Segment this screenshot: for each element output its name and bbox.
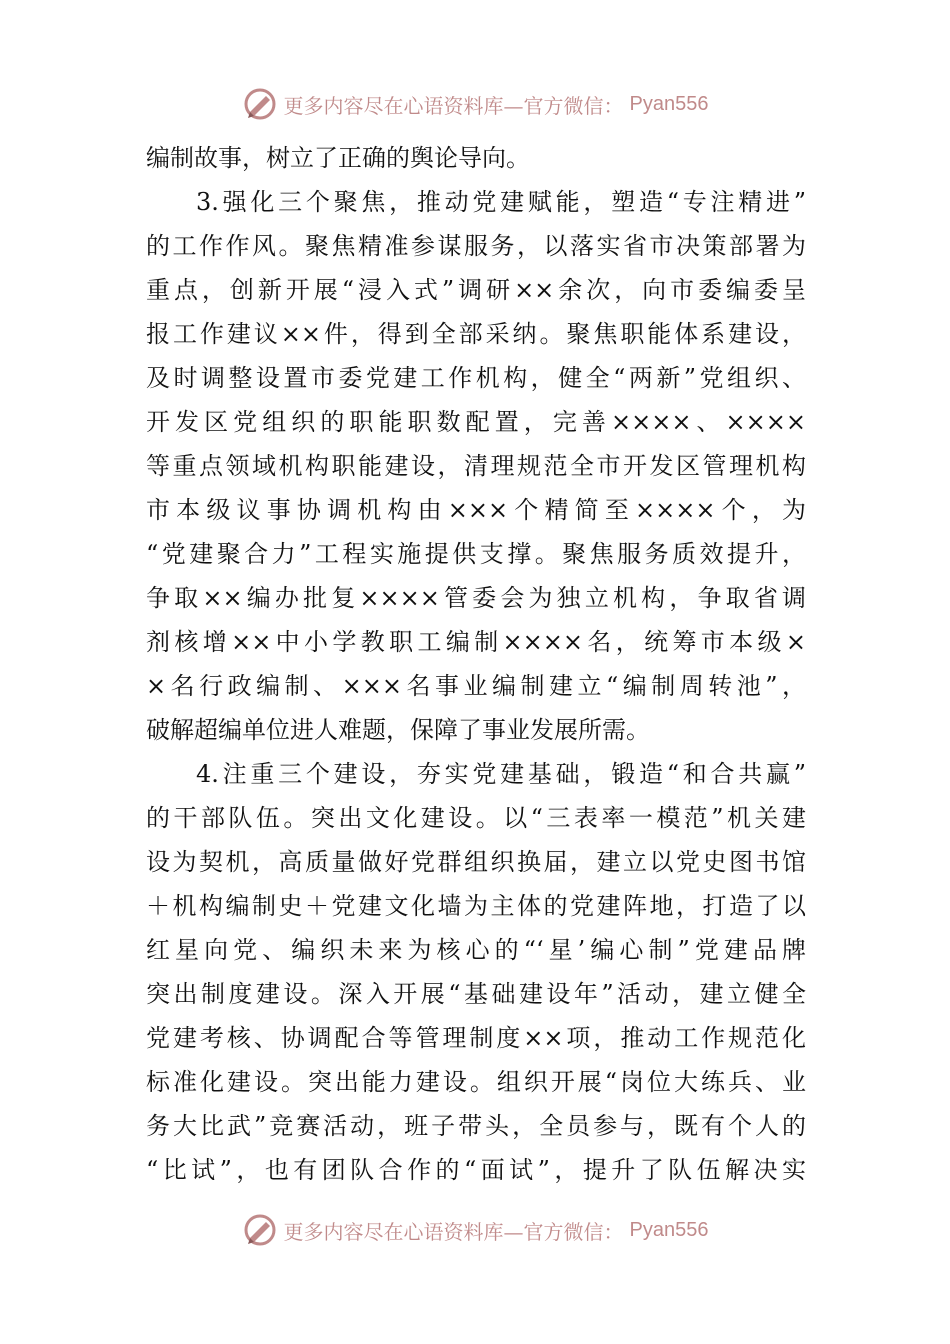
text-line: 3.强化三个聚焦，推动党建赋能，塑造“专注精进”	[196, 188, 806, 216]
text-line: 重点，创新开展“浸入式”调研××余次，向市委编委呈	[146, 276, 806, 304]
text-line: 的干部队伍。突出文化建设。以“三表率一模范”机关建	[146, 804, 806, 832]
text-line: 编制故事，树立了正确的舆论导向。	[146, 144, 530, 172]
text-line: 开发区党组织的职能职数配置，完善××××、××××	[146, 408, 806, 436]
text-line: 4.注重三个建设，夯实党建基础，锻造“和合共赢”	[196, 760, 806, 788]
pen-circle-icon	[242, 86, 278, 122]
text-line: 及时调整设置市委党建工作机构，健全“两新”党组织、	[146, 364, 806, 392]
text-line: ×名行政编制、×××名事业编制建立“编制周转池”，	[146, 672, 806, 700]
text-line: 争取××编办批复××××管委会为独立机构，争取省调	[146, 584, 806, 612]
watermark-text: 更多内容尽在心语资料库—官方微信：	[283, 93, 624, 118]
footer-watermark	[0, 1208, 950, 1252]
watermark-wechat-id: Pyan556	[629, 92, 709, 115]
text-line: 的工作作风。聚焦精准参谋服务，以落实省市决策部署为	[146, 232, 806, 260]
text-line: 报工作建议××件，得到全部采纳。聚焦职能体系建设，	[146, 320, 806, 348]
text-line: 设为契机，高质量做好党群组织换届，建立以党史图书馆	[146, 848, 806, 876]
watermark-wechat-id: Pyan556	[629, 1218, 709, 1241]
text-line: ＋机构编制史＋党建文化墙为主体的党建阵地，打造了以	[146, 892, 806, 920]
watermark-text: 更多内容尽在心语资料库—官方微信：	[283, 1219, 624, 1244]
text-line: 务大比武”竞赛活动，班子带头，全员参与，既有个人的	[146, 1112, 806, 1140]
text-line: 等重点领域机构职能建设，清理规范全市开发区管理机构	[146, 452, 806, 480]
text-line: 破解超编单位进人难题，保障了事业发展所需。	[146, 716, 650, 744]
text-line: “党建聚合力”工程实施提供支撑。聚焦服务质效提升，	[146, 540, 806, 568]
text-line: 党建考核、协调配合等管理制度××项，推动工作规范化	[146, 1024, 806, 1052]
text-line: 标准化建设。突出能力建设。组织开展“岗位大练兵、业	[146, 1068, 806, 1096]
text-line: “比试”，也有团队合作的“面试”，提升了队伍解决实	[146, 1156, 806, 1184]
header-watermark	[0, 82, 950, 126]
text-line: 突出制度建设。深入开展“基础建设年”活动，建立健全	[146, 980, 806, 1008]
document-body	[146, 136, 806, 1192]
text-line: 市本级议事协调机构由×××个精简至××××个，为	[146, 496, 806, 524]
pen-circle-icon	[242, 1212, 278, 1248]
text-line: 剂核增××中小学教职工编制××××名，统筹市本级×	[146, 628, 806, 656]
text-line: 红星向党、编织未来为核心的“‘星’编心制”党建品牌	[146, 936, 806, 964]
